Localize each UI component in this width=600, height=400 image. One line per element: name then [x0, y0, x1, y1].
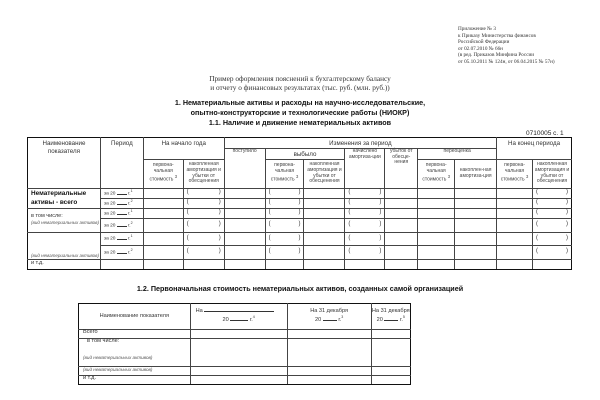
value-cell[interactable] [183, 259, 224, 269]
value-cell[interactable] [304, 198, 345, 208]
appendix-line: от 05.10.2011 № 124н, от 06.04.2015 № 57н) [458, 58, 555, 65]
value-cell[interactable] [224, 218, 265, 232]
value-cell[interactable]: ( ) [532, 218, 571, 232]
value-cell[interactable] [304, 245, 345, 259]
value-cell[interactable] [143, 232, 183, 245]
value-cell[interactable] [143, 188, 183, 198]
value-cell[interactable] [143, 245, 183, 259]
header-period: Период [100, 138, 143, 189]
value-cell[interactable]: ( ) [265, 208, 304, 218]
value-cell[interactable] [304, 218, 345, 232]
value-cell[interactable] [455, 188, 497, 198]
value-cell[interactable] [385, 198, 418, 208]
value-cell[interactable] [532, 259, 571, 269]
value-cell[interactable]: ( ) [532, 188, 571, 198]
table-row [28, 198, 572, 208]
table-row [28, 259, 572, 269]
value-cell[interactable] [143, 218, 183, 232]
value-cell[interactable]: ( ) [265, 245, 304, 259]
doc-title-line1: Пример оформления пояснений к бухгалтерскому балансу [209, 74, 391, 83]
header-disposed: выбыло [265, 149, 345, 160]
value-cell[interactable] [385, 245, 418, 259]
value-cell[interactable] [385, 218, 418, 232]
table-row [28, 208, 572, 218]
table-row [79, 367, 411, 376]
value-cell[interactable] [418, 198, 455, 208]
value-cell[interactable] [190, 339, 287, 367]
row-name-text: в том числе: [31, 213, 63, 220]
value-cell[interactable] [418, 208, 455, 218]
row-period: за 20 г.$^2$ [100, 198, 143, 208]
table-row [79, 330, 411, 339]
value-cell[interactable] [143, 198, 183, 208]
value-cell[interactable] [455, 259, 497, 269]
row-name: и т.д. [79, 376, 191, 385]
value-cell[interactable] [455, 232, 497, 245]
value-cell[interactable] [224, 198, 265, 208]
value-cell[interactable] [418, 218, 455, 232]
value-cell[interactable] [385, 232, 418, 245]
header-initial-cost: первона-чальная стоимость $^3$ [418, 159, 455, 188]
value-cell[interactable]: ( ) [183, 218, 224, 232]
table-row [28, 188, 572, 198]
header-name: Наименование показателя [28, 138, 101, 189]
value-cell[interactable] [287, 330, 371, 339]
value-cell[interactable]: ( ) [265, 232, 304, 245]
value-cell[interactable] [385, 259, 418, 269]
value-cell[interactable] [418, 259, 455, 269]
row-name [28, 208, 101, 232]
value-cell[interactable] [304, 188, 345, 198]
section11-title: 1.1. Наличие и движение нематериальных активов [208, 118, 392, 127]
value-cell[interactable] [224, 245, 265, 259]
value-cell[interactable]: ( ) [345, 198, 385, 208]
row-name: и т.д. [28, 259, 101, 269]
value-cell[interactable] [190, 330, 287, 339]
value-cell[interactable]: ( ) [345, 208, 385, 218]
value-cell[interactable] [497, 198, 533, 208]
header-accum-amort-loss: накопленная амортизация и убытки от обесценения [532, 159, 571, 188]
self-created-assets-table [78, 303, 411, 385]
table-row [79, 339, 411, 367]
appendix-line: Российской Федерации [458, 39, 510, 46]
value-cell[interactable] [143, 208, 183, 218]
value-cell[interactable] [224, 232, 265, 245]
header-initial-cost: первона-чальная стоимость $^3$ [497, 159, 533, 188]
value-cell[interactable]: ( ) [532, 245, 571, 259]
table-row [28, 245, 572, 259]
value-cell[interactable] [455, 218, 497, 232]
value-cell[interactable] [345, 259, 385, 269]
value-cell[interactable]: ( ) [265, 218, 304, 232]
header-accum-amort: накоплен-ная амортиза-ция [455, 159, 497, 188]
section1-title-line1: 1. Нематериальные активы и расходы на научно-исследовательские, [174, 98, 426, 107]
value-cell[interactable] [497, 245, 533, 259]
header-end: На конец периода [497, 138, 572, 160]
header-received: поступило [224, 149, 265, 189]
value-cell[interactable]: ( ) [532, 198, 571, 208]
appendix-line: от 02.07.2010 № 66н [458, 45, 503, 52]
row-name-kind: (вид нематериальных активов) [31, 220, 100, 225]
section12-title: 1.2. Первоначальная стоимость нематериальных активов, созданных самой организацией [136, 284, 464, 293]
appendix-line: Приложение № 3 [458, 26, 496, 32]
value-cell[interactable] [385, 208, 418, 218]
value-cell[interactable]: ( ) [345, 245, 385, 259]
appendix-note [458, 26, 555, 66]
value-cell[interactable] [287, 367, 371, 376]
table-row [28, 232, 572, 245]
intangible-assets-table [27, 137, 572, 270]
row-name [79, 339, 191, 367]
value-cell[interactable]: ( ) [183, 245, 224, 259]
row-period: за 20 г.$^2$ [100, 218, 143, 232]
header-revaluation: переоценка [418, 149, 497, 160]
value-cell[interactable] [371, 330, 410, 339]
value-cell[interactable]: ( ) [345, 218, 385, 232]
value-cell[interactable] [418, 245, 455, 259]
row-name: Всего [79, 330, 191, 339]
header-accum-amort-loss: накопленная амортизация и убытки от обесценения [183, 159, 224, 188]
value-cell[interactable] [265, 259, 304, 269]
row-period: за 20 г.$^1$ [100, 208, 143, 218]
row-period: за 20 г.$^1$ [100, 232, 143, 245]
value-cell[interactable] [455, 198, 497, 208]
value-cell[interactable] [455, 208, 497, 218]
row-name: (вид нематериальных активов) [28, 232, 101, 259]
value-cell[interactable] [143, 259, 183, 269]
value-cell[interactable] [418, 232, 455, 245]
header-amortization: начислено амортиза-ции [345, 149, 385, 189]
value-cell[interactable] [497, 188, 533, 198]
value-cell[interactable] [497, 218, 533, 232]
form-code: 0710005 с. 1 [526, 130, 564, 137]
value-cell[interactable]: ( ) [183, 188, 224, 198]
value-cell[interactable] [224, 259, 265, 269]
header-name: Наименование показателя [79, 304, 191, 330]
value-cell[interactable] [224, 208, 265, 218]
row-name: (вид нематериальных активов) [79, 367, 191, 376]
value-cell[interactable]: ( ) [532, 208, 571, 218]
value-cell[interactable]: ( ) [183, 208, 224, 218]
value-cell[interactable] [304, 232, 345, 245]
section1-title-line2: опытно-конструкторские и технологические работы (НИОКР) [190, 108, 410, 117]
header-initial-cost: первона-чальная стоимость $^3$ [143, 159, 183, 188]
row-period [100, 259, 143, 269]
row-name: Нематериальные активы - всего [28, 188, 101, 208]
value-cell[interactable]: ( ) [265, 188, 304, 198]
value-cell[interactable]: ( ) [345, 188, 385, 198]
value-cell[interactable] [385, 188, 418, 198]
value-cell[interactable] [497, 208, 533, 218]
doc-title-line2: и отчету о финансовых результатах (тыс. руб. (млн. руб.)) [210, 83, 390, 92]
value-cell[interactable] [190, 367, 287, 376]
value-cell[interactable] [304, 259, 345, 269]
header-col3: На 31 декабря 20 г.$^5$ [371, 304, 410, 330]
value-cell[interactable] [497, 259, 533, 269]
value-cell[interactable] [371, 376, 410, 385]
value-cell[interactable] [371, 367, 410, 376]
header-initial-cost: первона-чальная стоимость $^3$ [265, 159, 304, 188]
row-period: за 20 г.$^1$ [100, 188, 143, 198]
value-cell[interactable] [287, 339, 371, 367]
row-name-text: в том числе: [87, 338, 120, 344]
header-changes: Изменения за период [224, 138, 496, 149]
value-cell[interactable]: ( ) [345, 232, 385, 245]
header-impairment: убыток от обесце-нения [385, 149, 418, 189]
value-cell[interactable]: ( ) [183, 232, 224, 245]
row-name-kind: (вид нематериальных активов) [83, 354, 153, 360]
value-cell[interactable]: ( ) [265, 198, 304, 208]
appendix-line: (в ред. Приказов Минфина России [458, 52, 535, 59]
header-col2: На 31 декабря 20 г.$^3$ [287, 304, 371, 330]
value-cell[interactable] [497, 232, 533, 245]
value-cell[interactable] [287, 376, 371, 385]
value-cell[interactable]: ( ) [532, 232, 571, 245]
value-cell[interactable] [224, 188, 265, 198]
header-start: На начало года [143, 138, 224, 160]
value-cell[interactable] [190, 376, 287, 385]
header-accum-amort-loss: накопленная амортизация и убытки от обесценения [304, 159, 345, 188]
table-row [28, 218, 572, 232]
value-cell[interactable]: ( ) [183, 198, 224, 208]
table-row [79, 376, 411, 385]
value-cell[interactable] [304, 208, 345, 218]
row-period: за 20 г.$^2$ [100, 245, 143, 259]
value-cell[interactable] [371, 339, 410, 367]
value-cell[interactable] [418, 188, 455, 198]
header-col1: На 20 г.$^4$ [190, 304, 287, 330]
value-cell[interactable] [455, 245, 497, 259]
appendix-line: к Приказу Министерства финансов [458, 32, 536, 39]
